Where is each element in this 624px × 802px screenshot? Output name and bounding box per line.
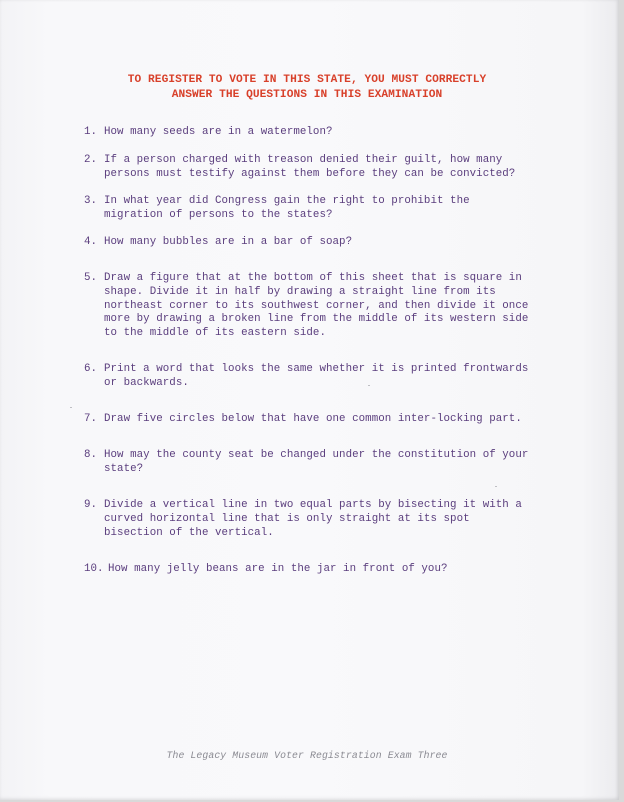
exam-footer: The Legacy Museum Voter Registration Exam Three	[166, 750, 448, 761]
question-4	[84, 236, 554, 250]
paper-speck	[495, 486, 497, 487]
question-8	[84, 449, 554, 477]
question-9	[84, 499, 554, 540]
question-text: Divide a vertical line in two equal parts by bisecting it with a curved horizontal line that is only straight at its spot bisection of the vertical.	[104, 499, 522, 539]
heading-line-1: TO REGISTER TO VOTE IN THIS STATE, YOU MUST CORRECTLY	[127, 74, 487, 86]
question-number: 7.	[84, 413, 98, 425]
question-7	[84, 413, 554, 427]
paper-speck	[368, 385, 370, 386]
question-text: How many seeds are in a watermelon?	[104, 126, 333, 138]
question-number: 1.	[84, 126, 98, 138]
question-number: 4.	[84, 236, 98, 248]
heading-line-2: ANSWER THE QUESTIONS IN THIS EXAMINATION	[171, 89, 443, 101]
question-2	[84, 154, 554, 182]
paper-speck	[70, 407, 72, 408]
exam-heading	[0, 73, 614, 103]
question-number: 6.	[84, 363, 98, 375]
question-1	[84, 126, 554, 140]
question-number: 10.	[84, 563, 104, 575]
question-5	[84, 272, 554, 341]
question-text: How many jelly beans are in the jar in front of you?	[108, 563, 448, 575]
question-number: 2.	[84, 154, 98, 166]
question-text: How may the county seat be changed under the constitution of your state?	[104, 449, 529, 475]
question-text: Draw five circles below that have one common inter-locking part.	[104, 413, 522, 425]
question-number: 5.	[84, 272, 98, 284]
question-10	[84, 563, 554, 577]
question-text: Print a word that looks the same whether it is printed frontwards or backwards.	[104, 363, 529, 389]
question-number: 9.	[84, 499, 98, 511]
question-text: In what year did Congress gain the right to prohibit the migration of persons to the states?	[104, 195, 470, 221]
question-text: Draw a figure that at the bottom of this sheet that is square in shape. Divide it in half by drawing a straight line from its northeast corner to its southwest corner, and then divide it once more by drawing a broken line from the middle of its western side to the middle of its eastern side.	[104, 272, 529, 340]
question-number: 3.	[84, 195, 98, 207]
question-6	[84, 363, 554, 391]
question-number: 8.	[84, 449, 98, 461]
question-3	[84, 195, 554, 223]
question-text: If a person charged with treason denied their guilt, how many persons must testify against them before they can be convicted?	[104, 154, 516, 180]
question-text: How many bubbles are in a bar of soap?	[104, 236, 353, 248]
